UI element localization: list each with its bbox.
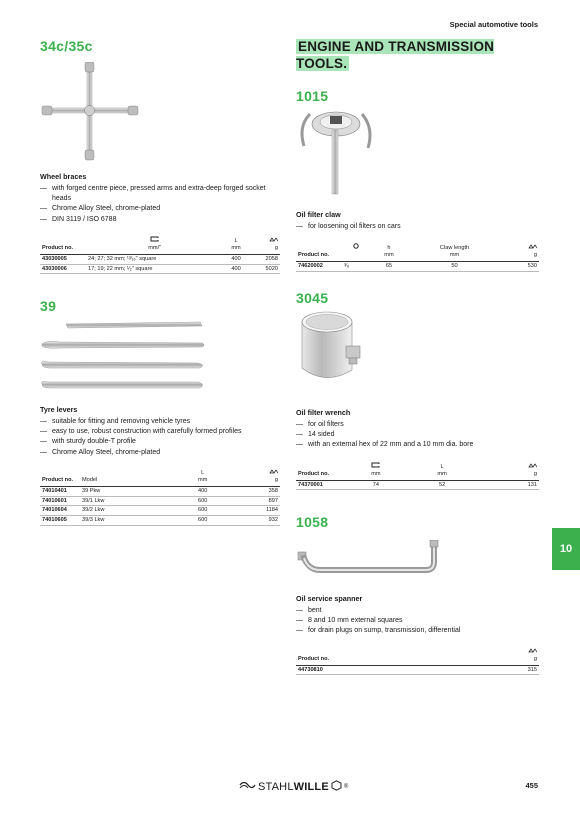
weight-icon [476, 463, 537, 471]
unit-label: mm/" [148, 244, 162, 251]
open-end-icon [88, 236, 221, 245]
weight-value: 5020 [249, 264, 280, 274]
tyre-lever-info [40, 405, 280, 526]
product-title: Oil filter wrench [296, 408, 351, 417]
feature-item: — suitable for fitting and removing vehicle tyres [40, 417, 280, 427]
col-length: L mm [180, 468, 225, 487]
ref-number: 39 [40, 298, 57, 314]
open-end-icon [344, 462, 408, 471]
table-row: 74010401 39 Pkw 400 358 [40, 486, 280, 496]
feature-item: — bent [296, 606, 539, 616]
product-title: Wheel braces [40, 172, 87, 181]
spec-table [40, 468, 280, 526]
product-title: Oil service spanner [296, 594, 363, 603]
col-length: L mm [410, 461, 475, 481]
ref-number: 3045 [296, 290, 329, 306]
oil-service-spanner-info [296, 594, 539, 675]
col-weight: g [474, 461, 539, 481]
col-length: L mm [223, 235, 248, 255]
product-no: 43030005 [40, 254, 86, 264]
ref-number: 1058 [296, 514, 329, 530]
feature-item: — for oil filters [296, 420, 539, 430]
registered-mark: ® [343, 784, 349, 790]
logo-wordmark: STAHLWILLE [258, 781, 329, 793]
col-claw-length: Claw length mm [408, 242, 502, 262]
feature-item: — with forged centre piece, pressed arms and extra-deep forged socket heads [40, 184, 280, 204]
logo-hex-icon [331, 778, 342, 796]
size-value: 24; 27; 32 mm; ¹³⁄₁₆" square [86, 254, 223, 264]
col-weight: g [225, 468, 280, 487]
tyre-levers-image [40, 318, 210, 394]
feature-item: — 14 sided [296, 430, 539, 440]
feature-list [296, 606, 539, 637]
oil-service-spanner-section [296, 514, 539, 530]
oil-filter-claw-info [296, 210, 539, 272]
feature-list [40, 417, 280, 458]
table-row: 74010605 39/3 Lkw 600 932 [40, 516, 280, 526]
chapter-tab[interactable]: 10 [552, 528, 580, 570]
product-title: Tyre levers [40, 405, 78, 414]
feature-item: — easy to use, robust construction with carefully formed profiles [40, 427, 280, 437]
oil-filter-wrench-image [296, 308, 376, 394]
page-number: 455 [525, 781, 538, 790]
spec-table [296, 461, 539, 491]
size-value: 17; 19; 22 mm; ¹⁄₂" square [86, 264, 223, 274]
feature-item: — Chrome Alloy Steel, chrome-plated [40, 204, 280, 214]
feature-item: — for drain plugs on sump, transmission, differential [296, 626, 539, 636]
weight-icon [503, 244, 537, 252]
col-size: mm [342, 461, 410, 481]
tyre-lever-section [40, 298, 280, 314]
table-row: 74370001 74 52 131 [296, 480, 539, 490]
spec-table [40, 235, 280, 275]
col-model: Model [80, 468, 180, 487]
feature-list [296, 420, 539, 451]
oil-filter-wrench-info [296, 408, 539, 490]
weight-icon [474, 648, 537, 656]
feature-item: — for loosening oil filters on cars [296, 222, 539, 232]
weight-icon [251, 237, 278, 245]
page-category: Special automotive tools [449, 20, 538, 29]
ref-number: 34c/35c [40, 38, 93, 54]
col-height: h mm [370, 242, 408, 262]
stahlwille-logo [238, 778, 348, 796]
feature-list [296, 222, 539, 232]
table-row [40, 254, 280, 264]
ref-number: 1015 [296, 88, 329, 104]
stahlwille-logo-icon [238, 778, 256, 796]
table-row [40, 264, 280, 274]
weight-value: 2058 [249, 254, 280, 264]
feature-item: — with sturdy double-T profile [40, 437, 280, 447]
col-weight: g [249, 235, 280, 255]
table-row: 74010601 39/1 Lkw 600 897 [40, 496, 280, 506]
feature-item: — with an external hex of 22 mm and a 10 mm dia. bore [296, 440, 539, 450]
wheel-brace-image [40, 62, 140, 162]
feature-item: — Chrome Alloy Steel, chrome-plated [40, 448, 280, 458]
wheel-brace-section [40, 38, 280, 54]
wheel-brace-info [40, 172, 280, 274]
col-weight: g [501, 242, 539, 262]
drive-square-icon [344, 243, 368, 252]
table-row: 74620002 ³⁄₈ 65 50 530 [296, 262, 539, 272]
spec-table [296, 242, 539, 272]
col-size [86, 235, 223, 255]
oil-service-spanner-image [296, 540, 446, 580]
product-title: Oil filter claw [296, 210, 341, 219]
col-product-no: Product no. [296, 461, 342, 481]
table-row: 74010604 39/2 Lkw 600 1184 [40, 506, 280, 516]
col-product-no: Product no. [296, 242, 342, 262]
section-heading [296, 38, 516, 72]
table-row: 44730810 315 [296, 665, 539, 675]
oil-filter-wrench-section [296, 290, 539, 306]
col-product-no: Product no. [40, 468, 80, 487]
weight-icon [227, 469, 278, 477]
col-product-no: Product no. [296, 647, 472, 666]
feature-list [40, 184, 280, 225]
page-title: ENGINE AND TRANSMISSION TOOLS. [296, 39, 495, 71]
spec-table [296, 647, 539, 676]
oil-filter-claw-image [296, 106, 376, 202]
col-drive [342, 242, 370, 262]
col-weight: g [472, 647, 539, 666]
length-value: 400 [223, 254, 248, 264]
length-value: 400 [223, 264, 248, 274]
feature-item: — DIN 3119 / ISO 6788 [40, 215, 280, 225]
col-product-no: Product no. [40, 235, 86, 255]
product-no: 43030006 [40, 264, 86, 274]
feature-item: — 8 and 10 mm external squares [296, 616, 539, 626]
oil-filter-claw-section [296, 88, 539, 104]
